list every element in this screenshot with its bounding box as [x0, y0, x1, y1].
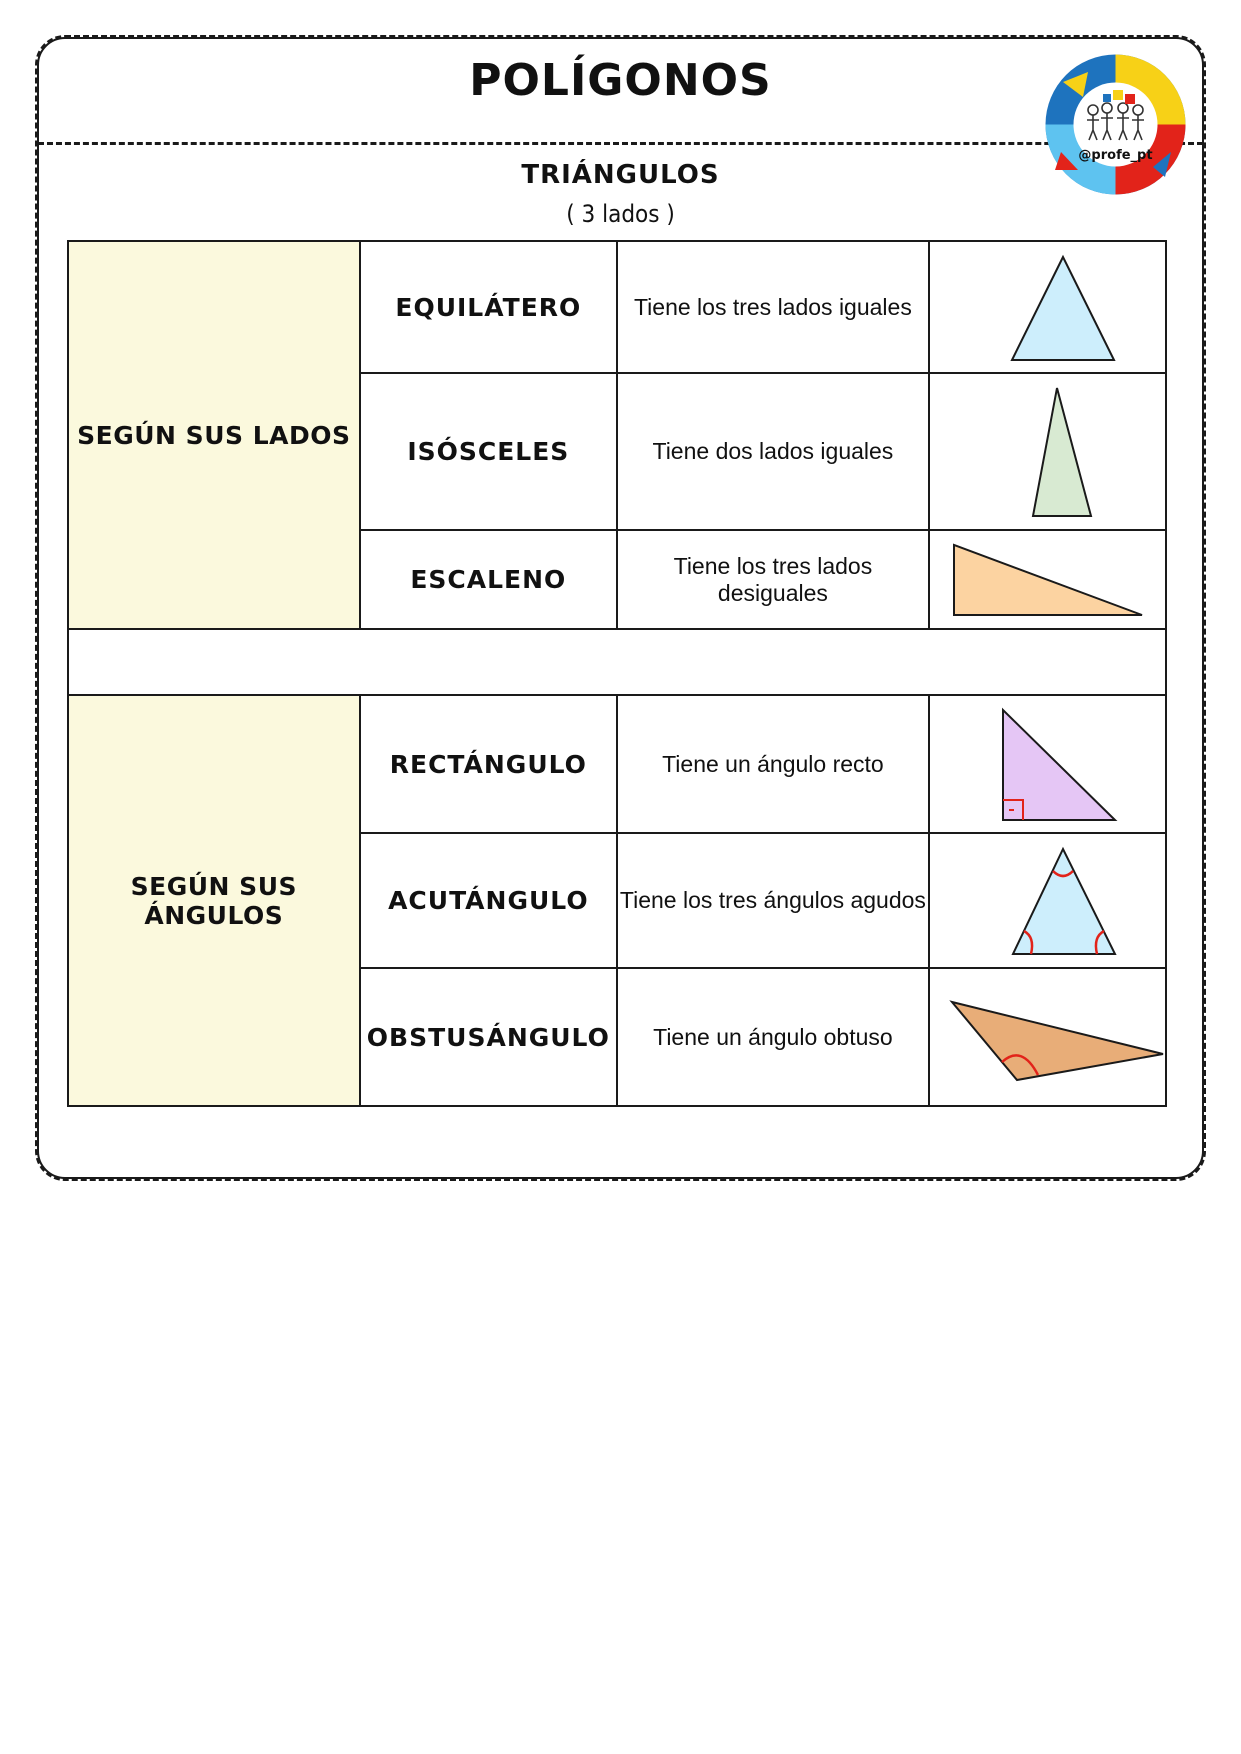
figure-cell [929, 530, 1166, 629]
obtuse-triangle-icon [930, 982, 1165, 1092]
category-cell-sides: SEGÚN SUS LADOS [68, 241, 360, 629]
description-cell: Tiene un ángulo obtuso [617, 968, 929, 1106]
logo-handle: @profe_pt [1078, 148, 1153, 163]
right-triangle-icon [947, 702, 1147, 827]
page-title: POLÍGONOS [469, 55, 772, 106]
equilateral-triangle-icon [947, 247, 1147, 367]
table-spacer-row [68, 629, 1166, 695]
description-cell: Tiene los tres ángulos agudos [617, 833, 929, 968]
isosceles-triangle-icon [947, 382, 1147, 522]
type-name-cell: OBSTUSÁNGULO [360, 968, 617, 1106]
figure-cell [929, 968, 1166, 1106]
type-name-cell: EQUILÁTERO [360, 241, 617, 373]
figure-cell [929, 695, 1166, 833]
section-subtitle: TRIÁNGULOS [521, 160, 720, 190]
description-cell: Tiene dos lados iguales [617, 373, 929, 530]
type-name-cell: ACUTÁNGULO [360, 833, 617, 968]
description-cell: Tiene los tres lados desiguales [617, 530, 929, 629]
triangle-classification-table [67, 240, 1167, 1107]
figure-cell [929, 833, 1166, 968]
figure-cell [929, 241, 1166, 373]
type-name-cell: ESCALENO [360, 530, 617, 629]
scalene-triangle-icon [932, 535, 1163, 625]
category-cell-angles: SEGÚN SUS ÁNGULOS [68, 695, 360, 1106]
description-cell: Tiene los tres lados iguales [617, 241, 929, 373]
table-row [68, 695, 1166, 833]
title-divider [38, 142, 1203, 145]
description-cell: Tiene un ángulo recto [617, 695, 929, 833]
table-row [68, 241, 1166, 373]
acute-triangle-icon [947, 841, 1147, 961]
type-name-cell: ISÓSCELES [360, 373, 617, 530]
figure-cell [929, 373, 1166, 530]
type-name-cell: RECTÁNGULO [360, 695, 617, 833]
section-subnote: ( 3 lados ) [566, 200, 675, 228]
